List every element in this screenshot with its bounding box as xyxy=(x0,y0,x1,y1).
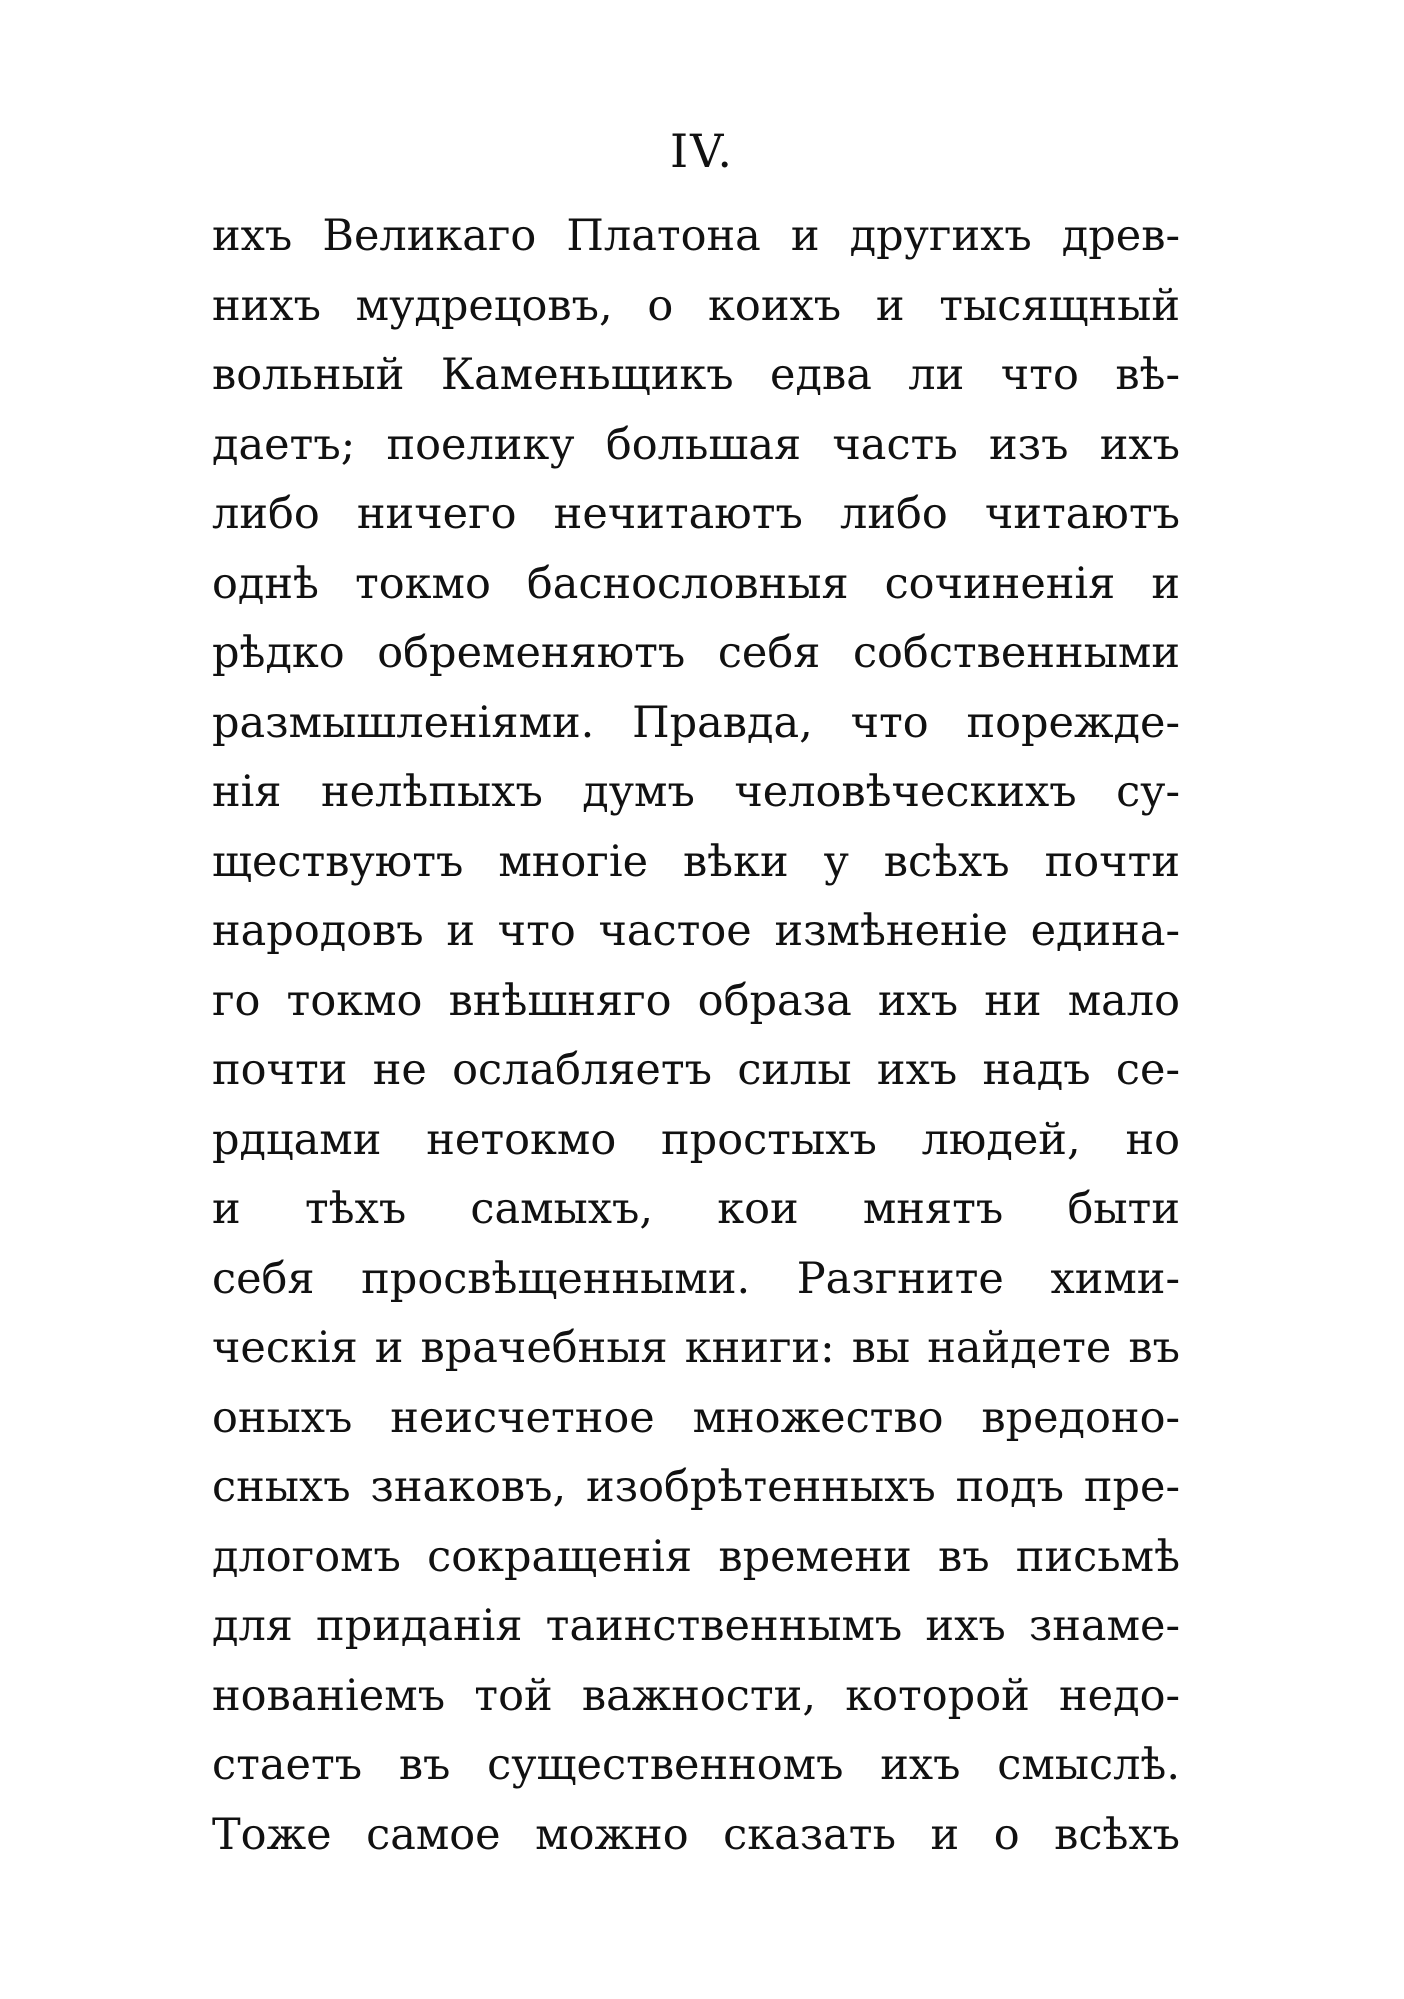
text-line: себя просвѣщенными. Разгните хими- xyxy=(212,1253,1180,1304)
text-line: нія нелѣпыхъ думъ человѣческихъ су- xyxy=(212,767,1180,817)
text-line: размышленіями. Правда, что пореждe- xyxy=(212,697,1180,748)
text-line: народовъ и что частое измѣненіе едина- xyxy=(212,906,1180,956)
text-line: нихъ мудрецовъ, о коихъ и тысящный xyxy=(212,280,1180,331)
text-line: вольный Каменьщикъ едва ли что вѣ- xyxy=(212,350,1180,400)
text-line: почти не ослабляетъ силы ихъ надъ се- xyxy=(212,1045,1180,1095)
text-line: для приданія таинственнымъ ихъ знаме- xyxy=(212,1601,1180,1651)
text-line: рѣдко обременяютъ себя собственными xyxy=(212,628,1180,678)
text-line: стаетъ въ существенномъ ихъ смыслѣ. xyxy=(212,1740,1180,1790)
text-line: ческія и врачебныя книги: вы найдете въ xyxy=(212,1323,1180,1373)
body-text xyxy=(212,202,1180,1870)
text-line: ихъ Великаго Платона и другихъ древ- xyxy=(212,211,1180,261)
text-line: нованіемъ той важности, которой недо- xyxy=(212,1670,1180,1721)
page-number: IV. xyxy=(670,124,734,178)
text-line: сныхъ знаковъ, изобрѣтенныхъ подъ пре- xyxy=(212,1462,1180,1512)
text-line: однѣ токмо баснословныя сочиненія и xyxy=(212,558,1180,609)
text-line: длогомъ сокращенія времени въ письмѣ xyxy=(212,1531,1180,1582)
text-line: либо ничего нечитаютъ либо читаютъ xyxy=(212,489,1180,539)
text-line: оныхъ неисчетное множество вредоно- xyxy=(212,1392,1180,1443)
text-line: рдцами нетокмо простыхъ людей, но xyxy=(212,1114,1180,1165)
text-line: Тоже самое можно сказать и о всѣхъ xyxy=(212,1809,1180,1860)
text-line: ществуютъ многіе вѣки у всѣхъ почти xyxy=(212,836,1180,887)
text-line: го токмо внѣшняго образа ихъ ни мало xyxy=(212,975,1180,1026)
text-line: и тѣхъ самыхъ, кои мнятъ быти xyxy=(212,1184,1180,1234)
text-line: даетъ; поелику большая часть изъ ихъ xyxy=(212,419,1180,470)
